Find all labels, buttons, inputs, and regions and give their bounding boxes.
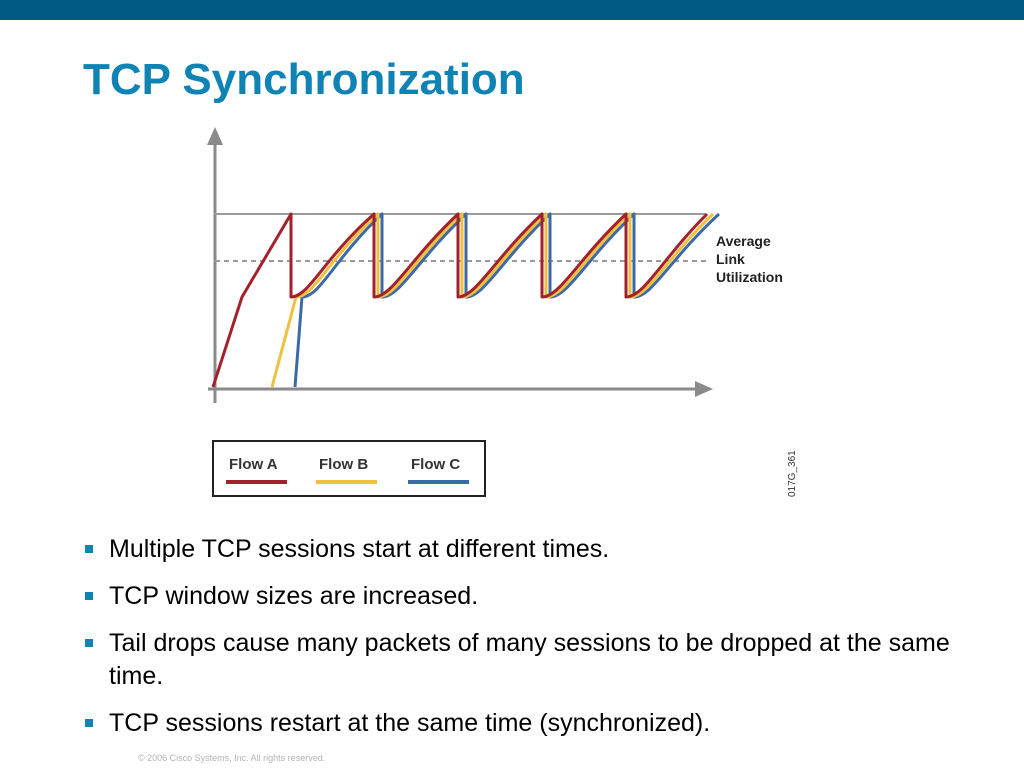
flow-b-line [272, 214, 713, 387]
bullet-item [82, 580, 982, 613]
legend-label-flow-a: Flow A [229, 456, 278, 473]
square-bullet-icon [85, 639, 93, 647]
avg-utilization-label [716, 233, 783, 285]
square-bullet-icon [85, 592, 93, 600]
bullet-item [82, 533, 982, 566]
avg-label-line-3: Utilization [716, 269, 783, 285]
x-axis-arrow [695, 381, 713, 397]
flow-c-line [295, 214, 719, 387]
avg-label-line-2: Link [716, 251, 745, 267]
bullet-list [82, 533, 982, 754]
square-bullet-icon [85, 545, 93, 553]
figure-code: 017G_361 [787, 450, 798, 497]
avg-label-line-1: Average [716, 233, 771, 249]
copyright-notice: © 2006 Cisco Systems, Inc. All rights reserved. [138, 753, 326, 763]
bullet-item [82, 627, 982, 693]
legend-label-flow-b: Flow B [319, 456, 369, 473]
bullet-item [82, 707, 982, 740]
bullet-text: Tail drops cause many packets of many sessions to be dropped at the same time. [109, 629, 950, 690]
slide-title: TCP Synchronization [83, 55, 525, 104]
legend-label-flow-c: Flow C [411, 456, 461, 473]
square-bullet-icon [85, 719, 93, 727]
bullet-text: TCP sessions restart at the same time (synchronized). [109, 709, 711, 737]
y-axis-arrow [207, 127, 223, 145]
bullet-text: Multiple TCP sessions start at different times. [109, 535, 610, 563]
bullet-text: TCP window sizes are increased. [109, 582, 479, 610]
